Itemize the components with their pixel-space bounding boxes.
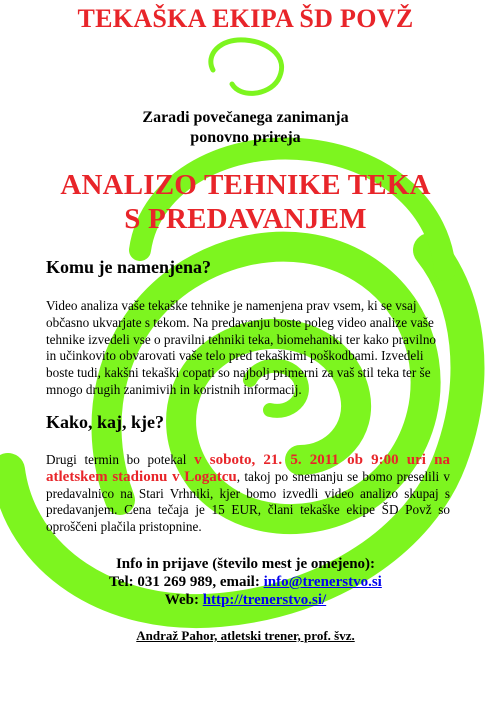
section-heading-audience: Komu je namenjena? [46,257,211,277]
intro-line-1: Zaradi povečanega zanimanja [142,109,349,126]
intro-line-2: ponovno prireja [190,129,301,146]
email-link[interactable]: info@trenerstvo.si [263,574,382,590]
audience-line: in učinkovito obvarovati vaše telo pred tekaškimi poškodbami. Izvedeli [46,348,424,364]
web-line [0,591,491,609]
details-text-after: , takoj po snemanju se bomo preselili v predavalnico na Stari Vrhniki, kjer bomo izvedli video analizo skupaj s predavanjem. Cena tečaja je 15 EUR, člani tekaške ekipe ŠD Povž so oproščeni plačila pristopnine. [46,468,450,535]
event-title-line-2: S PREDAVANJEM [124,203,367,235]
event-title-line-1: ANALIZO TEHNIKE TEKA [60,169,431,201]
intro-text [0,108,491,148]
section-heading-details: Kako, kaj, kje? [46,412,165,432]
audience-line: tehnike izvedeli vse o pravilni tehniki teka, biomehaniki ter kako pravilno [46,331,437,347]
audience-line: občasno ukvarjate s tekom. Na predavanju boste poleg video analize vaše [46,314,434,330]
audience-line: mnogo drugih zanimivih in koristnih informacij. [46,381,302,397]
website-link[interactable]: http://trenerstvo.si/ [202,592,327,608]
audience-line: Video analiza vaše tekaške tehnike je namenjena prav vsem, ki se vsaj [46,298,417,313]
details-text-before: Drugi termin bo potekal [46,452,195,467]
audience-line: boste tudi, kakšni tekaški copati so najbolj primerni za vaš stil teka ter še [46,365,431,381]
signature: Andraž Pahor, atletski trener, prof. švz. [136,628,355,643]
event-title [0,168,491,236]
details-paragraph [46,452,450,536]
web-label: Web: [164,592,203,608]
audience-paragraph [46,298,450,399]
contact-info [0,555,491,609]
contact-line [0,573,491,591]
info-heading: Info in prijave (število mest je omejeno): [115,556,376,572]
event-date-location: v soboto, 21. 5. 2011 ob 9:00 uri na atletskem stadionu v Logatcu [46,452,450,485]
club-title: TEKAŠKA EKIPA ŠD POVŽ [77,4,414,33]
tel-label: Tel: 031 269 989, email: [109,574,264,590]
